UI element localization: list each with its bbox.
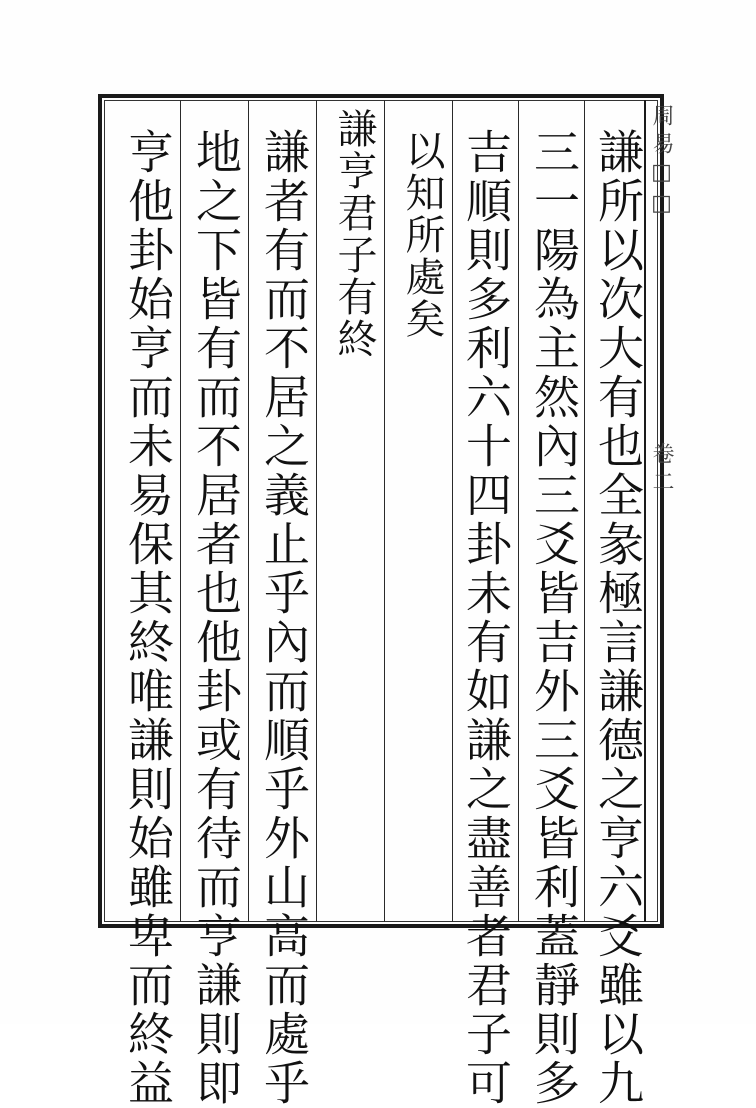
margin-page-label: 卷二 xyxy=(649,442,674,498)
column-rule-2 xyxy=(518,100,519,922)
text-column-3: 吉順則多利六十四卦未有如謙之盡善者君子可 xyxy=(459,128,513,1108)
text-column-7: 地之下皆有而不居者也他卦或有待而亨謙則即 xyxy=(189,128,243,1108)
text-column-1: 謙所以次大有也全彖極言謙德之亨六爻雖以九 xyxy=(591,128,645,1108)
text-column-2: 三一陽為主然內三爻皆吉外三爻皆利蓋靜則多 xyxy=(527,128,581,1108)
column-rule-1 xyxy=(584,100,585,922)
text-column-8: 亨他卦始亨而未易保其終唯謙則始雖卑而終益 xyxy=(121,128,175,1108)
column-rule-5 xyxy=(316,100,317,922)
column-rule-4 xyxy=(384,100,385,922)
column-rule-6 xyxy=(248,100,249,922)
text-column-6: 謙者有而不居之義止乎內而順乎外山高而處乎 xyxy=(257,128,311,1108)
text-column-5-heading: 謙亨君子有終 xyxy=(331,108,377,360)
margin-title: 周易□□ xyxy=(649,104,674,222)
text-column-4: 以知所處矣 xyxy=(399,130,445,340)
column-rule-7 xyxy=(180,100,181,922)
column-rule-3 xyxy=(452,100,453,922)
